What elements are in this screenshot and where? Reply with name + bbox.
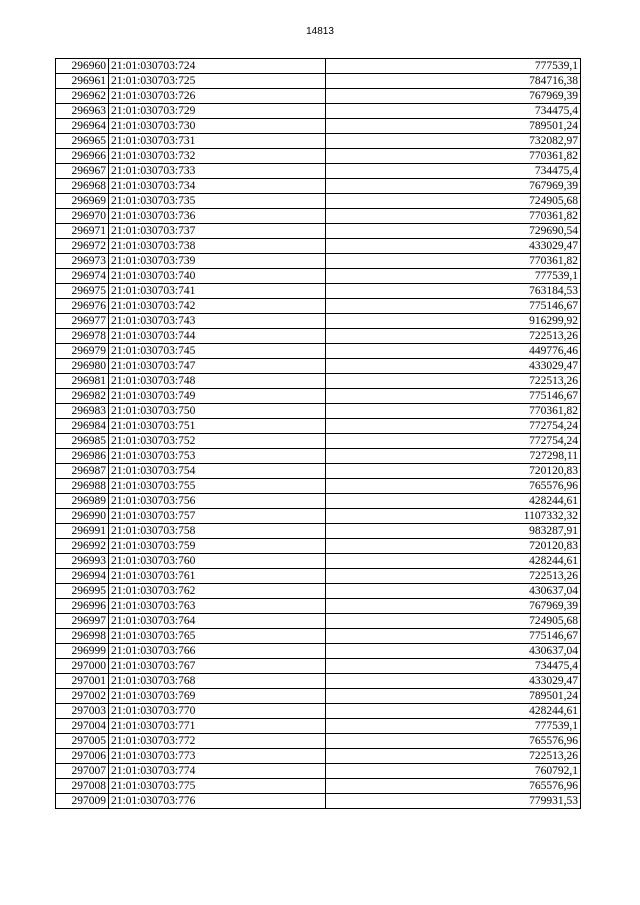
table-row — [56, 119, 581, 134]
cadastral-number-cell: 21:01:030703:762 — [109, 584, 326, 599]
cadastral-number-cell: 21:01:030703:767 — [109, 659, 326, 674]
table-row — [56, 389, 581, 404]
row-number-cell: 296988 — [56, 479, 109, 494]
cadastral-value-cell: 727298,11 — [326, 449, 581, 464]
row-number-cell: 296966 — [56, 149, 109, 164]
cadastral-value-cell: 428244,61 — [326, 554, 581, 569]
table-row — [56, 209, 581, 224]
table-row — [56, 134, 581, 149]
cadastral-value-cell: 789501,24 — [326, 689, 581, 704]
row-number-cell: 296985 — [56, 434, 109, 449]
table-row — [56, 434, 581, 449]
table-row — [56, 164, 581, 179]
cadastral-value-cell: 779931,53 — [326, 794, 581, 809]
table-row — [56, 89, 581, 104]
cadastral-value-cell: 770361,82 — [326, 254, 581, 269]
row-number-cell: 297000 — [56, 659, 109, 674]
table-row — [56, 569, 581, 584]
table-row — [56, 404, 581, 419]
table-row — [56, 194, 581, 209]
cadastral-value-cell: 722513,26 — [326, 749, 581, 764]
cadastral-value-cell: 775146,67 — [326, 389, 581, 404]
table-row — [56, 749, 581, 764]
cadastral-number-cell: 21:01:030703:743 — [109, 314, 326, 329]
cadastral-number-cell: 21:01:030703:745 — [109, 344, 326, 359]
cadastral-value-cell: 428244,61 — [326, 494, 581, 509]
cadastral-number-cell: 21:01:030703:772 — [109, 734, 326, 749]
row-number-cell: 296986 — [56, 449, 109, 464]
table-row — [56, 659, 581, 674]
row-number-cell: 296960 — [56, 59, 109, 74]
table-row — [56, 359, 581, 374]
cadastral-number-cell: 21:01:030703:756 — [109, 494, 326, 509]
row-number-cell: 296965 — [56, 134, 109, 149]
row-number-cell: 296987 — [56, 464, 109, 479]
cadastral-number-cell: 21:01:030703:761 — [109, 569, 326, 584]
cadastral-value-cell: 433029,47 — [326, 359, 581, 374]
row-number-cell: 297005 — [56, 734, 109, 749]
row-number-cell: 296970 — [56, 209, 109, 224]
row-number-cell: 296971 — [56, 224, 109, 239]
cadastral-number-cell: 21:01:030703:754 — [109, 464, 326, 479]
table-row — [56, 644, 581, 659]
cadastral-value-cell: 777539,1 — [326, 269, 581, 284]
row-number-cell: 296990 — [56, 509, 109, 524]
cadastral-number-cell: 21:01:030703:752 — [109, 434, 326, 449]
table-row — [56, 719, 581, 734]
row-number-cell: 296961 — [56, 74, 109, 89]
cadastral-number-cell: 21:01:030703:736 — [109, 209, 326, 224]
cadastral-number-cell: 21:01:030703:764 — [109, 614, 326, 629]
row-number-cell: 296969 — [56, 194, 109, 209]
cadastral-value-cell: 770361,82 — [326, 209, 581, 224]
cadastral-number-cell: 21:01:030703:737 — [109, 224, 326, 239]
row-number-cell: 296996 — [56, 599, 109, 614]
cadastral-value-cell: 720120,83 — [326, 464, 581, 479]
cadastral-value-cell: 722513,26 — [326, 569, 581, 584]
row-number-cell: 296962 — [56, 89, 109, 104]
cadastral-number-cell: 21:01:030703:748 — [109, 374, 326, 389]
cadastral-number-cell: 21:01:030703:757 — [109, 509, 326, 524]
cadastral-number-cell: 21:01:030703:765 — [109, 629, 326, 644]
cadastral-number-cell: 21:01:030703:740 — [109, 269, 326, 284]
cadastral-value-cell: 983287,91 — [326, 524, 581, 539]
row-number-cell: 297004 — [56, 719, 109, 734]
cadastral-number-cell: 21:01:030703:759 — [109, 539, 326, 554]
table-row — [56, 284, 581, 299]
cadastral-number-cell: 21:01:030703:732 — [109, 149, 326, 164]
row-number-cell: 296991 — [56, 524, 109, 539]
row-number-cell: 296993 — [56, 554, 109, 569]
table-row — [56, 764, 581, 779]
table-row — [56, 614, 581, 629]
table-row — [56, 344, 581, 359]
row-number-cell: 296998 — [56, 629, 109, 644]
table-row — [56, 524, 581, 539]
cadastral-value-cell: 722513,26 — [326, 329, 581, 344]
row-number-cell: 296968 — [56, 179, 109, 194]
cadastral-number-cell: 21:01:030703:770 — [109, 704, 326, 719]
cadastral-number-cell: 21:01:030703:739 — [109, 254, 326, 269]
cadastral-number-cell: 21:01:030703:741 — [109, 284, 326, 299]
cadastral-number-cell: 21:01:030703:730 — [109, 119, 326, 134]
table-row — [56, 104, 581, 119]
cadastral-value-cell: 763184,53 — [326, 284, 581, 299]
table-row — [56, 494, 581, 509]
cadastral-value-cell: 765576,96 — [326, 779, 581, 794]
cadastral-number-cell: 21:01:030703:747 — [109, 359, 326, 374]
table-body — [56, 59, 581, 809]
cadastral-value-cell: 770361,82 — [326, 149, 581, 164]
cadastral-number-cell: 21:01:030703:768 — [109, 674, 326, 689]
cadastral-value-cell: 777539,1 — [326, 719, 581, 734]
cadastral-value-cell: 449776,46 — [326, 344, 581, 359]
cadastral-value-cell: 770361,82 — [326, 404, 581, 419]
table-row — [56, 179, 581, 194]
table-row — [56, 224, 581, 239]
row-number-cell: 297006 — [56, 749, 109, 764]
cadastral-value-cell: 765576,96 — [326, 734, 581, 749]
row-number-cell: 296980 — [56, 359, 109, 374]
cadastral-value-cell: 433029,47 — [326, 674, 581, 689]
cadastral-value-cell: 784716,38 — [326, 74, 581, 89]
cadastral-number-cell: 21:01:030703:758 — [109, 524, 326, 539]
row-number-cell: 297001 — [56, 674, 109, 689]
row-number-cell: 296972 — [56, 239, 109, 254]
table-row — [56, 464, 581, 479]
cadastral-value-cell: 789501,24 — [326, 119, 581, 134]
cadastral-value-cell: 772754,24 — [326, 419, 581, 434]
row-number-cell: 296974 — [56, 269, 109, 284]
cadastral-number-cell: 21:01:030703:735 — [109, 194, 326, 209]
cadastral-number-cell: 21:01:030703:726 — [109, 89, 326, 104]
cadastral-value-cell: 767969,39 — [326, 89, 581, 104]
table-row — [56, 734, 581, 749]
row-number-cell: 297007 — [56, 764, 109, 779]
cadastral-number-cell: 21:01:030703:749 — [109, 389, 326, 404]
table-row — [56, 254, 581, 269]
cadastral-number-cell: 21:01:030703:769 — [109, 689, 326, 704]
cadastral-number-cell: 21:01:030703:771 — [109, 719, 326, 734]
table-row — [56, 704, 581, 719]
table-row — [56, 314, 581, 329]
table-row — [56, 449, 581, 464]
cadastral-number-cell: 21:01:030703:774 — [109, 764, 326, 779]
cadastral-number-cell: 21:01:030703:734 — [109, 179, 326, 194]
cadastral-number-cell: 21:01:030703:773 — [109, 749, 326, 764]
table-row — [56, 689, 581, 704]
cadastral-value-cell: 428244,61 — [326, 704, 581, 719]
table-row — [56, 269, 581, 284]
row-number-cell: 296973 — [56, 254, 109, 269]
table-row — [56, 239, 581, 254]
table-row — [56, 479, 581, 494]
row-number-cell: 296994 — [56, 569, 109, 584]
cadastral-value-cell: 430637,04 — [326, 584, 581, 599]
cadastral-value-cell: 760792,1 — [326, 764, 581, 779]
table-row — [56, 299, 581, 314]
row-number-cell: 296967 — [56, 164, 109, 179]
cadastral-number-cell: 21:01:030703:738 — [109, 239, 326, 254]
table-row — [56, 599, 581, 614]
cadastral-value-cell: 767969,39 — [326, 179, 581, 194]
row-number-cell: 296978 — [56, 329, 109, 344]
page-number: 14813 — [306, 26, 334, 37]
cadastral-number-cell: 21:01:030703:731 — [109, 134, 326, 149]
cadastral-value-cell: 772754,24 — [326, 434, 581, 449]
cadastral-value-cell: 734475,4 — [326, 164, 581, 179]
cadastral-value-cell: 767969,39 — [326, 599, 581, 614]
row-number-cell: 296979 — [56, 344, 109, 359]
table-row — [56, 539, 581, 554]
table-row — [56, 59, 581, 74]
table-row — [56, 554, 581, 569]
row-number-cell: 296989 — [56, 494, 109, 509]
cadastral-number-cell: 21:01:030703:766 — [109, 644, 326, 659]
cadastral-number-cell: 21:01:030703:776 — [109, 794, 326, 809]
row-number-cell: 296982 — [56, 389, 109, 404]
cadastral-value-cell: 775146,67 — [326, 629, 581, 644]
cadastral-value-cell: 722513,26 — [326, 374, 581, 389]
row-number-cell: 296984 — [56, 419, 109, 434]
table-row — [56, 329, 581, 344]
table-row — [56, 419, 581, 434]
row-number-cell: 296997 — [56, 614, 109, 629]
row-number-cell: 297008 — [56, 779, 109, 794]
row-number-cell: 297002 — [56, 689, 109, 704]
cadastral-value-cell: 724905,68 — [326, 614, 581, 629]
cadastral-number-cell: 21:01:030703:760 — [109, 554, 326, 569]
row-number-cell: 296976 — [56, 299, 109, 314]
row-number-cell: 297003 — [56, 704, 109, 719]
cadastral-value-cell: 777539,1 — [326, 59, 581, 74]
table-row — [56, 584, 581, 599]
cadastral-number-cell: 21:01:030703:763 — [109, 599, 326, 614]
table-row — [56, 74, 581, 89]
cadastral-number-cell: 21:01:030703:750 — [109, 404, 326, 419]
cadastral-value-table — [55, 58, 581, 809]
row-number-cell: 296995 — [56, 584, 109, 599]
cadastral-number-cell: 21:01:030703:744 — [109, 329, 326, 344]
cadastral-number-cell: 21:01:030703:775 — [109, 779, 326, 794]
cadastral-number-cell: 21:01:030703:742 — [109, 299, 326, 314]
cadastral-number-cell: 21:01:030703:724 — [109, 59, 326, 74]
cadastral-number-cell: 21:01:030703:751 — [109, 419, 326, 434]
cadastral-value-cell: 433029,47 — [326, 239, 581, 254]
cadastral-value-cell: 724905,68 — [326, 194, 581, 209]
table-row — [56, 674, 581, 689]
cadastral-number-cell: 21:01:030703:729 — [109, 104, 326, 119]
cadastral-value-cell: 734475,4 — [326, 104, 581, 119]
cadastral-number-cell: 21:01:030703:755 — [109, 479, 326, 494]
row-number-cell: 296975 — [56, 284, 109, 299]
cadastral-value-cell: 765576,96 — [326, 479, 581, 494]
table-row — [56, 779, 581, 794]
row-number-cell: 297009 — [56, 794, 109, 809]
table-row — [56, 509, 581, 524]
cadastral-value-cell: 732082,97 — [326, 134, 581, 149]
cadastral-value-cell: 775146,67 — [326, 299, 581, 314]
table-row — [56, 149, 581, 164]
row-number-cell: 296999 — [56, 644, 109, 659]
cadastral-value-cell: 729690,54 — [326, 224, 581, 239]
row-number-cell: 296983 — [56, 404, 109, 419]
cadastral-value-cell: 430637,04 — [326, 644, 581, 659]
cadastral-value-cell: 734475,4 — [326, 659, 581, 674]
row-number-cell: 296977 — [56, 314, 109, 329]
cadastral-number-cell: 21:01:030703:753 — [109, 449, 326, 464]
cadastral-number-cell: 21:01:030703:733 — [109, 164, 326, 179]
table-row — [56, 794, 581, 809]
row-number-cell: 296964 — [56, 119, 109, 134]
table-row — [56, 629, 581, 644]
cadastral-number-cell: 21:01:030703:725 — [109, 74, 326, 89]
cadastral-value-cell: 916299,92 — [326, 314, 581, 329]
cadastral-value-cell: 1107332,32 — [326, 509, 581, 524]
table-row — [56, 374, 581, 389]
cadastral-value-cell: 720120,83 — [326, 539, 581, 554]
row-number-cell: 296981 — [56, 374, 109, 389]
row-number-cell: 296963 — [56, 104, 109, 119]
row-number-cell: 296992 — [56, 539, 109, 554]
